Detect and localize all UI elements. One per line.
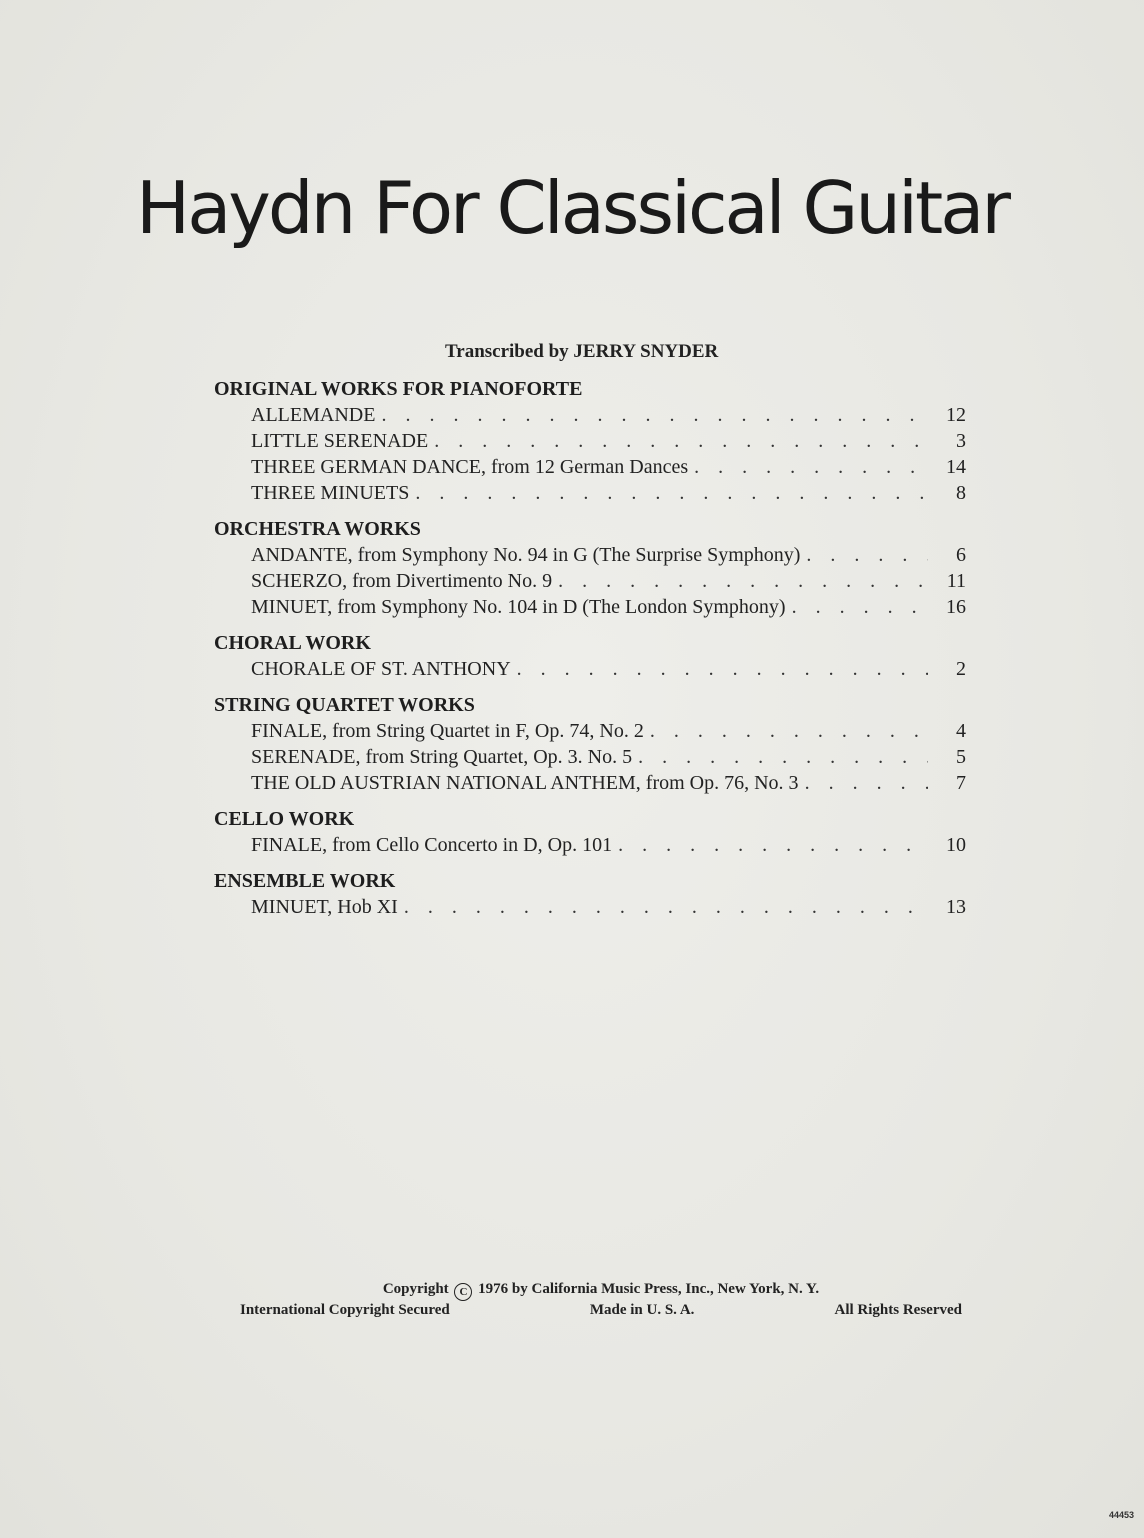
dot-leader — [694, 454, 928, 480]
entry-page-number: 10 — [946, 834, 966, 856]
catalog-number: 44453 — [1108, 1510, 1134, 1520]
made-in-usa: Made in U. S. A. — [589, 1302, 695, 1318]
section-heading: CHORAL WORK — [214, 632, 371, 654]
entry-title: THREE MINUETS — [251, 482, 410, 504]
entry-page-number: 16 — [946, 596, 966, 618]
toc-entry — [214, 770, 966, 796]
dot-leader — [650, 718, 928, 744]
entry-title: FINALE, from Cello Concerto in D, Op. 101 — [251, 834, 613, 856]
entry-page-number: 6 — [956, 544, 966, 566]
transcriber-credit: Transcribed by JERRY SNYDER — [445, 341, 719, 362]
toc-section — [214, 630, 966, 682]
entry-page-number: 14 — [946, 456, 966, 478]
copyright-notice — [240, 1280, 962, 1319]
toc-section — [214, 376, 966, 506]
entry-page-number: 13 — [946, 896, 966, 918]
entry-title: SCHERZO, from Divertimento No. 9 — [251, 570, 553, 592]
dot-leader — [434, 428, 928, 454]
section-heading: ENSEMBLE WORK — [214, 870, 396, 892]
toc-entry — [214, 718, 966, 744]
toc-section — [214, 868, 966, 920]
copyright-details — [240, 1301, 962, 1319]
dot-leader — [404, 894, 928, 920]
dot-leader — [618, 832, 928, 858]
book-title: Haydn For Classical Guitar — [136, 166, 1008, 250]
copyright-symbol-icon: C — [454, 1283, 472, 1301]
entry-title: ALLEMANDE — [251, 404, 376, 426]
toc-section — [214, 806, 966, 858]
dot-leader — [558, 568, 928, 594]
all-rights-reserved: All Rights Reserved — [834, 1302, 962, 1318]
dot-leader — [792, 594, 928, 620]
dot-leader — [415, 480, 928, 506]
entry-title: MINUET, from Symphony No. 104 in D (The London Symphony) — [251, 596, 786, 618]
entry-page-number: 3 — [956, 430, 966, 452]
dot-leader — [381, 402, 928, 428]
entry-title: THREE GERMAN DANCE, from 12 German Dances — [251, 456, 689, 478]
entry-page-number: 11 — [946, 570, 966, 592]
copyright-secured: International Copyright Secured — [240, 1302, 450, 1318]
toc-entry — [214, 832, 966, 858]
entry-page-number: 7 — [956, 772, 966, 794]
toc-entry — [214, 568, 966, 594]
toc-entry — [214, 454, 966, 480]
toc-entry — [214, 744, 966, 770]
dot-leader — [638, 744, 928, 770]
entry-page-number: 8 — [956, 482, 966, 504]
entry-title: SERENADE, from String Quartet, Op. 3. No. 5 — [251, 746, 633, 768]
copyright-prefix: Copyright — [382, 1281, 449, 1297]
toc-entry — [214, 656, 966, 682]
copyright-line — [240, 1280, 962, 1301]
toc-section — [214, 516, 966, 620]
toc-entry — [214, 480, 966, 506]
section-heading: ORIGINAL WORKS FOR PIANOFORTE — [214, 378, 583, 400]
entry-title: LITTLE SERENADE — [251, 430, 429, 452]
entry-page-number: 4 — [956, 720, 966, 742]
toc-entry — [214, 428, 966, 454]
entry-page-number: 2 — [956, 658, 966, 680]
section-heading: ORCHESTRA WORKS — [214, 518, 421, 540]
entry-title: THE OLD AUSTRIAN NATIONAL ANTHEM, from Op. 76, No. 3 — [251, 772, 799, 794]
dot-leader — [806, 542, 928, 568]
toc-entry — [214, 594, 966, 620]
entry-title: FINALE, from String Quartet in F, Op. 74, No. 2 — [251, 720, 644, 742]
section-heading: CELLO WORK — [214, 808, 355, 830]
dot-leader — [805, 770, 928, 796]
entry-page-number: 5 — [956, 746, 966, 768]
toc-entry — [214, 402, 966, 428]
toc-entry — [214, 894, 966, 920]
entry-page-number: 12 — [946, 404, 966, 426]
toc-entry — [214, 542, 966, 568]
entry-title: MINUET, Hob XI — [251, 896, 398, 918]
copyright-text: 1976 by California Music Press, Inc., New York, N. Y. — [478, 1281, 820, 1297]
dot-leader — [517, 656, 928, 682]
section-heading: STRING QUARTET WORKS — [214, 694, 475, 716]
entry-title: ANDANTE, from Symphony No. 94 in G (The Surprise Symphony) — [251, 544, 801, 566]
table-of-contents — [214, 376, 966, 930]
toc-section — [214, 692, 966, 796]
entry-title: CHORALE OF ST. ANTHONY — [251, 658, 511, 680]
